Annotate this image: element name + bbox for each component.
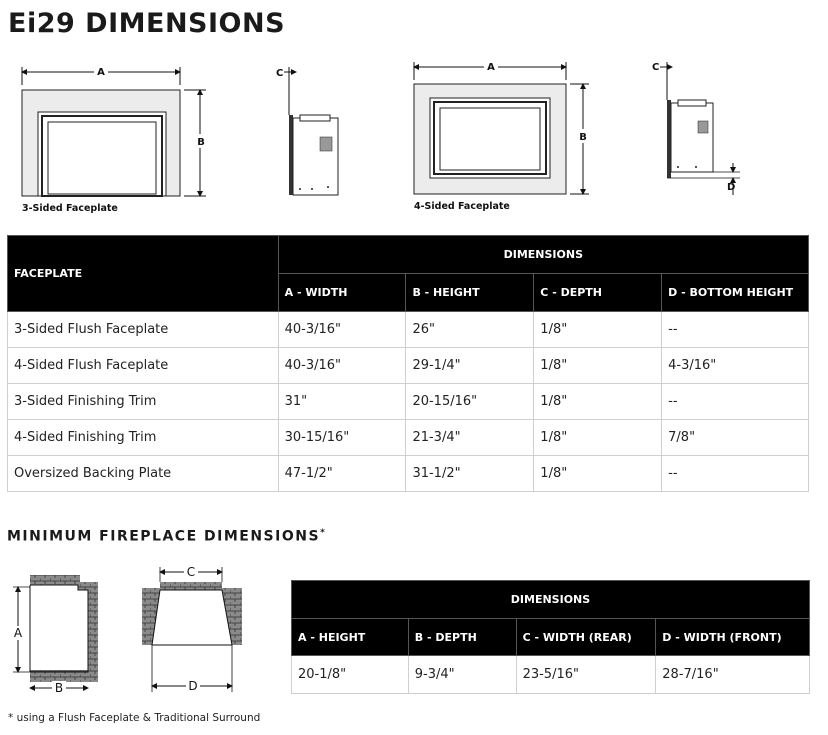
height-cell: 21-3/4" (406, 420, 534, 456)
page-title: Ei29 DIMENSIONS (8, 8, 286, 39)
column-header: C - WIDTH (REAR) (516, 619, 656, 656)
height-cell: 29-1/4" (406, 348, 534, 384)
height-cell: 26" (406, 312, 534, 348)
faceplate-diagrams (0, 55, 828, 220)
faceplate-cell: Oversized Backing Plate (8, 456, 279, 492)
table-row (292, 656, 810, 694)
dim-label-a: A (97, 67, 105, 78)
table-row (8, 420, 809, 456)
three-sided-front-view (22, 65, 207, 196)
min-dim-label-d: D (188, 679, 198, 693)
minimum-section-title (7, 528, 325, 545)
dim-label-c: C (276, 68, 284, 79)
height-cell: 20-15/16" (406, 384, 534, 420)
depth-cell: 1/8" (534, 456, 662, 492)
bottom-height-cell: 4-3/16" (662, 348, 809, 384)
four-sided-front-view (414, 60, 589, 194)
dim-label-a-4: A (487, 62, 495, 73)
width-cell: 31" (278, 384, 406, 420)
faceplate-cell: 4-Sided Finishing Trim (8, 420, 279, 456)
min-width-front-cell: 28-7/16" (656, 656, 810, 694)
width-cell: 30-15/16" (278, 420, 406, 456)
min-dim-label-c: C (186, 565, 196, 579)
min-dim-label-a: A (13, 626, 23, 640)
dim-label-b: B (197, 137, 205, 148)
column-header: B - HEIGHT (406, 274, 534, 312)
minimum-fireplace-drawings (0, 560, 290, 700)
bottom-height-cell: -- (662, 312, 809, 348)
min-dim-label-b: B (54, 681, 64, 695)
table-row (8, 348, 809, 384)
min-height-cell: 20-1/8" (292, 656, 409, 694)
depth-cell: 1/8" (534, 384, 662, 420)
faceplate-cell: 3-Sided Flush Faceplate (8, 312, 279, 348)
bottom-height-cell: -- (662, 456, 809, 492)
bottom-height-cell: -- (662, 384, 809, 420)
dimensions-group-header: DIMENSIONS (278, 236, 808, 274)
faceplate-header: FACEPLATE (8, 236, 279, 312)
faceplate-cell: 4-Sided Flush Faceplate (8, 348, 279, 384)
width-cell: 40-3/16" (278, 312, 406, 348)
table-row (8, 312, 809, 348)
column-header: A - HEIGHT (292, 619, 409, 656)
depth-cell: 1/8" (534, 348, 662, 384)
bottom-height-cell: 7/8" (662, 420, 809, 456)
faceplate-drawings (0, 55, 828, 220)
footnote: * using a Flush Faceplate & Traditional Surround (8, 712, 261, 724)
minimum-title-text: MINIMUM FIREPLACE DIMENSIONS (7, 528, 321, 545)
min-width-rear-cell: 23-5/16" (516, 656, 656, 694)
dimensions-table (7, 235, 809, 492)
table-row (8, 384, 809, 420)
dim-label-b-4: B (579, 132, 587, 143)
four-sided-side-view (652, 62, 740, 195)
faceplate-cell: 3-Sided Finishing Trim (8, 384, 279, 420)
min-depth-cell: 9-3/4" (408, 656, 516, 694)
height-cell: 31-1/2" (406, 456, 534, 492)
side-section-view (12, 575, 98, 695)
column-header: A - WIDTH (278, 274, 406, 312)
minimum-group-header: DIMENSIONS (292, 581, 810, 619)
column-header: C - DEPTH (534, 274, 662, 312)
width-cell: 40-3/16" (278, 348, 406, 384)
depth-cell: 1/8" (534, 420, 662, 456)
asterisk-mark: * (320, 528, 325, 538)
dim-label-c-4: C (652, 62, 660, 73)
column-header: D - BOTTOM HEIGHT (662, 274, 809, 312)
minimum-dimensions-table (291, 580, 810, 694)
column-header: B - DEPTH (408, 619, 516, 656)
table-row (8, 456, 809, 492)
minimum-fireplace-diagrams (0, 560, 290, 700)
three-sided-side-view (276, 67, 338, 195)
dim-label-d: D (727, 182, 736, 193)
caption-3-sided: 3-Sided Faceplate (22, 203, 118, 214)
column-header: D - WIDTH (FRONT) (656, 619, 810, 656)
caption-4-sided: 4-Sided Faceplate (414, 201, 510, 212)
plan-section-view (142, 565, 242, 693)
width-cell: 47-1/2" (278, 456, 406, 492)
depth-cell: 1/8" (534, 312, 662, 348)
